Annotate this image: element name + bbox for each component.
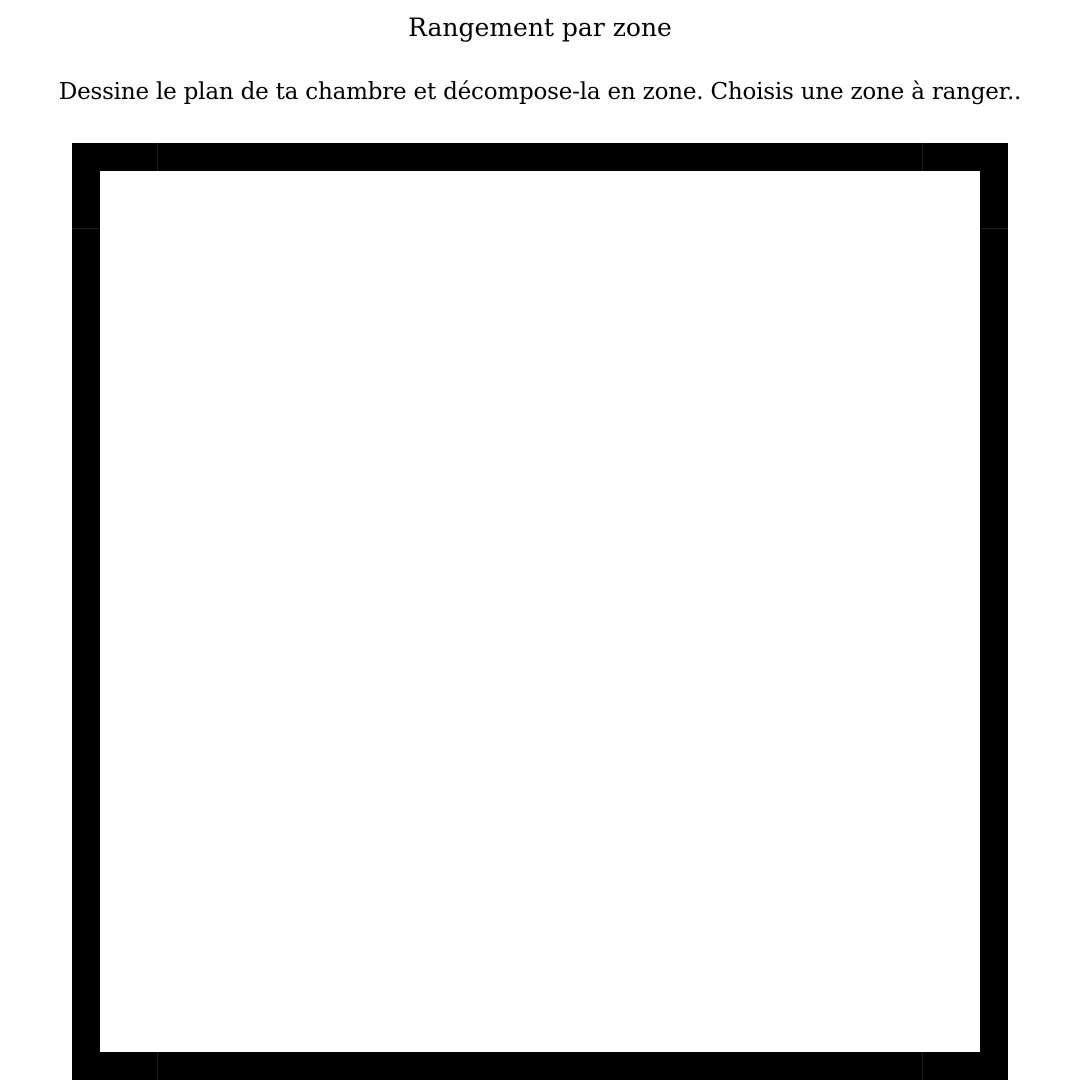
room-plan-drawing-area[interactable] [100, 171, 980, 1052]
room-plan-frame [72, 143, 1008, 1080]
frame-seam [157, 143, 158, 171]
frame-seam [72, 228, 100, 229]
frame-seam [922, 143, 923, 171]
frame-seam [157, 1052, 158, 1080]
page-title: Rangement par zone [408, 13, 672, 42]
frame-seam [922, 1052, 923, 1080]
frame-seam [980, 228, 1008, 229]
instruction-text: Dessine le plan de ta chambre et décompose-la en zone. Choisis une zone à ranger.. [58, 79, 1022, 105]
